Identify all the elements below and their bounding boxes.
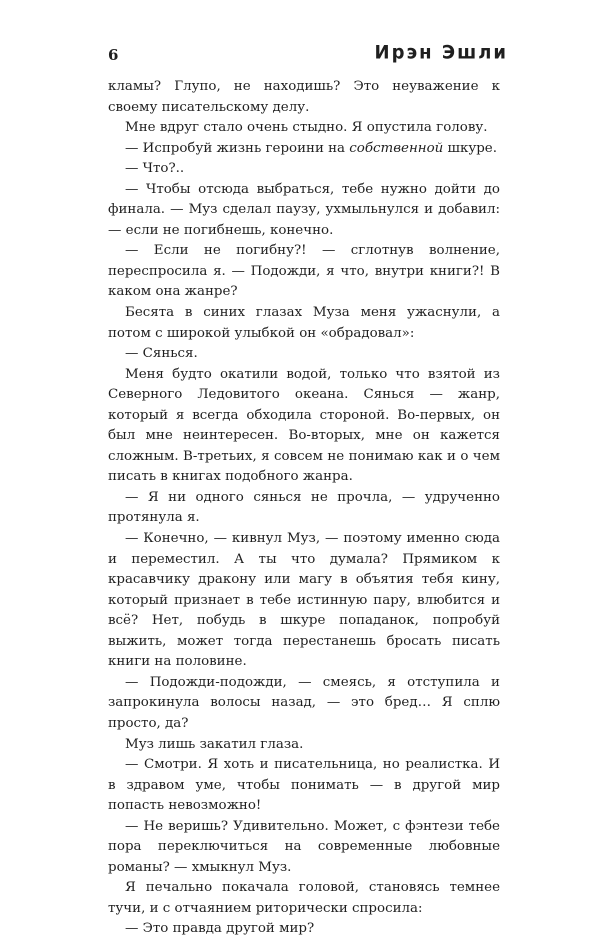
body-text (108, 77, 500, 940)
emphasized-word: собственной (349, 140, 444, 156)
author-name: Ирэн Эшли (374, 41, 508, 64)
paragraph: — Не веришь? Удивительно. Может, с фэнтези тебе пора переключиться на современные любовные романы? — хмыкнул Муз. (108, 818, 500, 875)
paragraph: кламы? Глупо, не находишь? Это неуважение к своему писательскому делу. (108, 79, 500, 115)
paragraph: — Конечно, — кивнул Муз, — поэтому именно сюда и переместил. А ты что думала? Прямиком к красавчику дракону или магу в объятия тебя кину, который признает в тебе истинную пару, влюбится и всё? Нет, побудь в шкуре попаданок, попробуй выжить, может тогда перестанешь бросать писать книги на половине. (108, 531, 500, 670)
paragraph: — Чтобы отсюда выбраться, тебе нужно дойти до финала. — Муз сделал паузу, ухмыльнулся и добавил: — если не погибнешь, конечно. (108, 181, 500, 238)
paragraph: — Я ни одного сянься не прочла, — удрученно протянула я. (108, 489, 500, 526)
paragraph-text: — Испробуй жизнь героини на (125, 140, 350, 156)
paragraph: — Подожди-подожди, — смеясь, я отступила и запрокинула волосы назад, — это бред… Я сплю просто, да? (108, 674, 500, 731)
paragraph: — Что?.. (125, 161, 185, 177)
paragraph: Я печально покачала головой, становясь темнее тучи, и с отчаянием риторически спросила: (108, 880, 500, 916)
paragraph: — Если не погибну?! — сглотнув волнение, переспросила я. — Подожди, я что, внутри книги?! В каком она жанре? (108, 243, 500, 300)
paragraph: Мне вдруг стало очень стыдно. Я опустила голову. (125, 120, 488, 136)
paragraph: Муз лишь закатил глаза. (125, 736, 304, 752)
paragraph: — Это правда другой мир? (125, 921, 315, 937)
paragraph: Бесята в синих глазах Муза меня ужаснули, а потом с широкой улыбкой он «обрадовал»: (108, 305, 500, 341)
paragraph: — Смотри. Я хоть и писательница, но реалистка. И в здравом уме, чтобы понимать — в другой мир попасть невозможно! (108, 757, 500, 814)
paragraph: Меня будто окатили водой, только что взятой из Северного Ледовитого океана. Сянься — жанр, который я всегда обходила стороной. Во-первых, он был мне неинтересен. Во-вторых, мне он кажется сложным. В-третьих, я совсем не понимаю как и о чем писать в книгах подобного жанра. (108, 366, 500, 485)
paragraph: — Сянься. (125, 346, 198, 362)
running-head (108, 42, 508, 68)
paragraph (108, 139, 500, 160)
page-number: 6 (108, 46, 119, 64)
paragraph-text: шкуре. (443, 140, 497, 156)
